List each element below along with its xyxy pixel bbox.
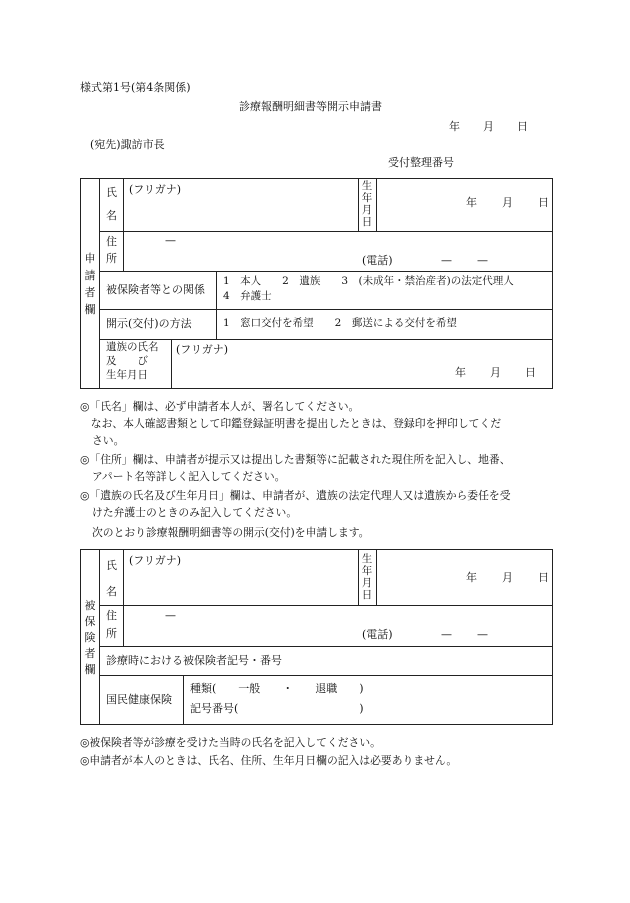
applicant-name-label-2: 名: [106, 209, 117, 222]
addressee: (宛先)諏訪市長: [90, 138, 165, 151]
application-statement: 次のとおり診療報酬明細書等の開示(交付)を申請します。: [92, 526, 370, 539]
page-title: 診療報酬明細書等開示申請書: [239, 100, 382, 113]
date-year-label: 年: [449, 120, 460, 133]
applicant-phone-label: (電話): [362, 254, 393, 267]
insured-birth-label: 生年月日: [361, 553, 373, 601]
insured-name-label-2: 名: [106, 585, 117, 598]
insured-phone-dash-2: —: [477, 628, 488, 641]
applicant-section-label: 申請者欄: [84, 252, 96, 316]
applicant-birth-label: 生年月日: [361, 180, 373, 228]
applicant-furigana-label: (フリガナ): [129, 183, 182, 196]
relation-label: 被保険者等との関係: [106, 283, 205, 296]
insured-address-label-1: 住: [106, 609, 117, 622]
insurance-type-line: 種類( 一般 ・ 退職 ): [190, 682, 364, 695]
insured-birth-year: 年: [466, 571, 477, 584]
applicant-address-label-1: 住: [106, 235, 117, 248]
method-label: 開示(交付)の方法: [106, 317, 192, 330]
bereaved-birth-day: 日: [525, 366, 536, 379]
note-seal-cont: さい。: [92, 434, 125, 447]
insured-phone-label: (電話): [362, 628, 393, 641]
insurance-symbol-line: 記号番号( ): [190, 702, 364, 715]
relation-options-line-2: 4 弁護士: [223, 290, 272, 302]
note-insured-name: ◎被保険者等が診療を受けた当時の氏名を記入してください。: [80, 736, 381, 749]
date-day-label: 日: [517, 120, 528, 133]
note-seal: なお、本人確認書類として印鑑登録証明書を提出したときは、登録印を押印してくだ: [80, 417, 502, 430]
insured-name-label-1: 氏: [106, 559, 117, 572]
bereaved-birth-month: 月: [490, 366, 501, 379]
bereaved-label-2: 及 び: [106, 355, 148, 367]
applicant-birth-year: 年: [466, 196, 477, 209]
bereaved-furigana-label: (フリガナ): [176, 343, 229, 356]
insured-postal-dash: —: [165, 609, 176, 622]
note-address: ◎「住所」欄は、申請者が提示又は提出した書類等に記載された現住所を記入し、地番、: [80, 453, 511, 466]
date-month-label: 月: [483, 120, 494, 133]
applicant-address-label-2: 所: [106, 252, 117, 265]
nhi-label: 国民健康保険: [106, 693, 172, 706]
applicant-phone-dash-2: —: [477, 254, 488, 267]
bereaved-birth-year: 年: [455, 366, 466, 379]
form-number: 様式第1号(第4条関係): [80, 81, 191, 94]
insurance-number-label: 診療時における被保険者記号・番号: [106, 654, 282, 667]
note-bereaved-cont: けた弁護士のときのみ記入してください。: [92, 506, 298, 519]
applicant-birth-day: 日: [538, 196, 549, 209]
insured-birth-day: 日: [538, 571, 549, 584]
relation-options-line-1: 1 本人 2 遺族 3 (未成年・禁治産者)の法定代理人: [223, 275, 514, 287]
note-address-cont: アパート名等詳しく記入してください。: [92, 470, 286, 483]
method-options: 1 窓口交付を希望 2 郵送による交付を希望: [223, 317, 457, 329]
note-self-applicant: ◎申請者が本人のときは、氏名、住所、生年月日欄の記入は必要ありません。: [80, 754, 458, 767]
note-bereaved: ◎「遺族の氏名及び生年月日」欄は、申請者が、遺族の法定代理人又は遺族から委任を受: [80, 489, 511, 502]
insured-address-label-2: 所: [106, 627, 117, 640]
applicant-birth-month: 月: [502, 196, 513, 209]
insured-phone-dash-1: —: [441, 628, 452, 641]
applicant-postal-dash: —: [165, 234, 176, 247]
note-name-signature: ◎「氏名」欄は、必ず申請者本人が、署名してください。: [80, 400, 360, 413]
bereaved-label-3: 生年月日: [106, 369, 148, 381]
bereaved-label-1: 遺族の氏名: [106, 341, 159, 353]
receipt-number-label: 受付整理番号: [388, 156, 454, 169]
applicant-phone-dash-1: —: [441, 254, 452, 267]
insured-section-label: 被保険者欄: [84, 599, 96, 676]
applicant-name-label-1: 氏: [106, 186, 117, 199]
insured-birth-month: 月: [502, 571, 513, 584]
insured-furigana-label: (フリガナ): [129, 554, 182, 567]
